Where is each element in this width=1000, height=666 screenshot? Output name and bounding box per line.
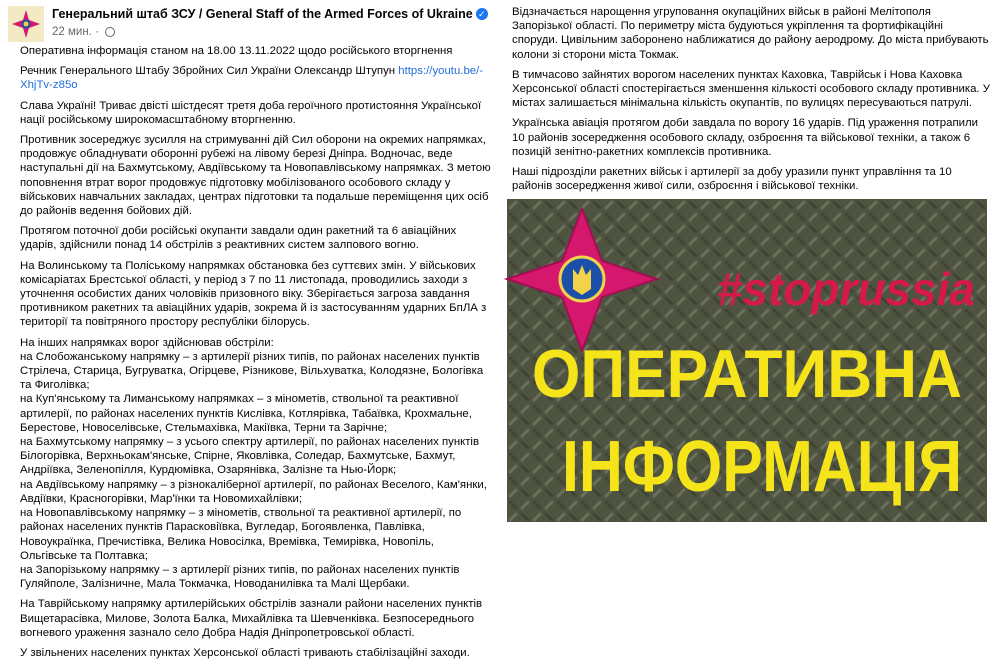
- post-text-panel: [0, 0, 501, 659]
- verified-badge-icon: ✓: [476, 8, 488, 20]
- banner-line-2: ІНФОРМАЦІЯ: [562, 427, 962, 507]
- post-paragraph-6: На Таврійському напрямку артилерійських обстрілів зазнали райони населених пунктів Вищетарасівка, Милове, Золота Балка, Михайлівка та Шевченківка. Безпосереднього вогневого ураження зазнало село Добра Надія Дніпропетровської області.: [20, 598, 483, 639]
- strikes-line-4: на Авдіївському напрямку – з різнокаліберної артилерії, по районах Веселого, Кам'янки, Авдіївки, Красногорівки, Мар'їнки та Новомихайлівки;: [20, 478, 487, 505]
- strikes-line-0: На інших напрямках ворог здійснював обстріли:: [20, 336, 274, 349]
- post-header: [8, 4, 496, 44]
- right-paragraph-3: Українська авіація протягом доби завдала по ворогу 16 ударів. Під ураження потрапили 10 районів зосередження особового складу, озброєння та військової техніки, а також 6 позицій зенітно-ракетних комплексів противника.: [512, 117, 978, 158]
- post-paragraph-5: [20, 336, 494, 592]
- globe-icon: [105, 27, 115, 37]
- strikes-line-3: на Бахмутському напрямку – з усього спектру артилерії, по районах населених пунктів Білогорівка, Верхньокам'янське, Спірне, Яковлівка, Соледар, Бахмутське, Бахмут, Андріївка, Зеленопілля, Курдюмівка, Озарянівка, Залізне та Нью-Йорк;: [20, 436, 480, 477]
- page-name-text[interactable]: Генеральний штаб ЗСУ / General Staff of the Armed Forces of Ukraine: [52, 7, 473, 21]
- post-paragraph-1: Слава Україні! Триває двісті шістдесят третя доба героїчного протистояння Української нації російському широкомасштабному вторгненню.: [20, 99, 482, 126]
- right-paragraph-2: В тимчасово зайнятих ворогом населених пунктах Каховка, Таврійськ і Нова Каховка Херсонської області спостерігається зменшення кількості особового складу противника. У містах залишається мінімальна кількість окупантів, по вулицях пересуваються патрулі.: [512, 68, 991, 110]
- post-time[interactable]: 22 мин.: [52, 26, 92, 38]
- page-avatar[interactable]: [8, 6, 44, 42]
- post-title: Оперативна інформація станом на 18.00 13.11.2022 щодо російського вторгнення: [20, 45, 453, 57]
- post-image-banner[interactable]: [507, 199, 987, 522]
- post-paragraph-3: Протягом поточної доби російські окупанти завдали один ракетний та 6 авіаційних ударів, здійснили понад 14 обстрілів з реактивних систем залпового вогню.: [20, 225, 457, 252]
- strikes-line-6: на Запорізькому напрямку – з артилерії різних типів, по районах населених пунктів Гуляйполе, Залізничне, Мала Токмачка, Новоданилівка та Малі Щербаки.: [20, 563, 460, 591]
- banner-graphic: [507, 199, 987, 522]
- video-link[interactable]: https://youtu.be/-XhjTv-z85o: [20, 65, 484, 92]
- banner-line-1: ОПЕРАТИВНА: [532, 336, 962, 412]
- post-continuation-text: [512, 5, 990, 220]
- strikes-line-5: на Новопавлівському напрямку – з мінометів, ствольної та реактивної артилерії, по районах населених пунктів Парасковіївка, Вугледар, Богоявленка, Павлівка, Новоукраїнка, Пречистівка, Велика Новосілка, Времівка, Темирівка, Новопіль, Ольгівське та Полтавка;: [20, 507, 462, 562]
- post-paragraph-2: Противник зосереджує зусилля на стримуванні дій Сил оборони на окремих напрямках, продовжує обладнувати оборонні рубежі на лівому березі Дніпра. Водночас, веде наступальні дії на Бахмутському, Авдіївському та Новопавлівському напрямках. З метою поповнення втрат ворог продовжує підготовку мобілізованого особового складу у військових навчальних закладах, центрах підготовки та подальше переміщення цих осіб до районів ведення бойових дій.: [20, 134, 491, 218]
- page-name[interactable]: [52, 7, 488, 21]
- strikes-line-2: на Куп'янському та Лиманському напрямках – з мінометів, ствольної та реактивної артилерії, по районах населених пунктів Кислівка, Котлярівка, Табаївка, Крохмальне, Берестове, Новоселівське, Стельмахівка, Макіївка, Терни та Зарічне;: [20, 393, 472, 434]
- post-paragraph-7: У звільнених населених пунктах Херсонської області тривають стабілізаційні заходи.: [20, 646, 470, 659]
- cross-emblem-icon: [8, 6, 44, 42]
- post-spokesman: [20, 64, 494, 92]
- strikes-line-1: на Слобожанському напрямку – з артилерії різних типів, по районах населених пунктів Стрілеча, Старица, Бугруватка, Огірцеве, Різникове, Вільхуватка, Колодязне, Бологівка та Фиголівка;: [20, 350, 484, 392]
- right-paragraph-1: Відзначається нарощення угруповання окупаційних військ в районі Мелітополя Запорізької області. По периметру міста будуються укріплення та фортифікаційні споруди. Цивільним заборонено наближатися до району аеродрому. До міста прибувають колони зі сторони міста Токмак.: [512, 6, 989, 61]
- post-meta: 22 мин. ·: [52, 26, 115, 38]
- spokesman-text: Речник Генерального Штабу Збройних Сил України Олександр Штупун: [20, 65, 396, 78]
- post-paragraph-4: На Волинському та Поліському напрямках обстановка без суттєвих змін. У військових комісаріатах Брестської області, у період з 7 по 11 листопада, проводились заходи з уточнення особистих даних чоловіків призовного віку. Зберігається загроза завдання противником ракетних та авіаційних ударів, зокрема й із застосуванням ударних БпЛА з території та повітряного простору республіки білорусь.: [20, 259, 487, 329]
- hashtag-text: #stoprussia: [716, 263, 975, 315]
- right-paragraph-4: Наші підрозділи ракетних військ і артилерії за добу уразили пункт управління та 10 районів зосередження живої сили, озброєння і військової техніки.: [512, 166, 952, 193]
- post-body: [20, 44, 494, 666]
